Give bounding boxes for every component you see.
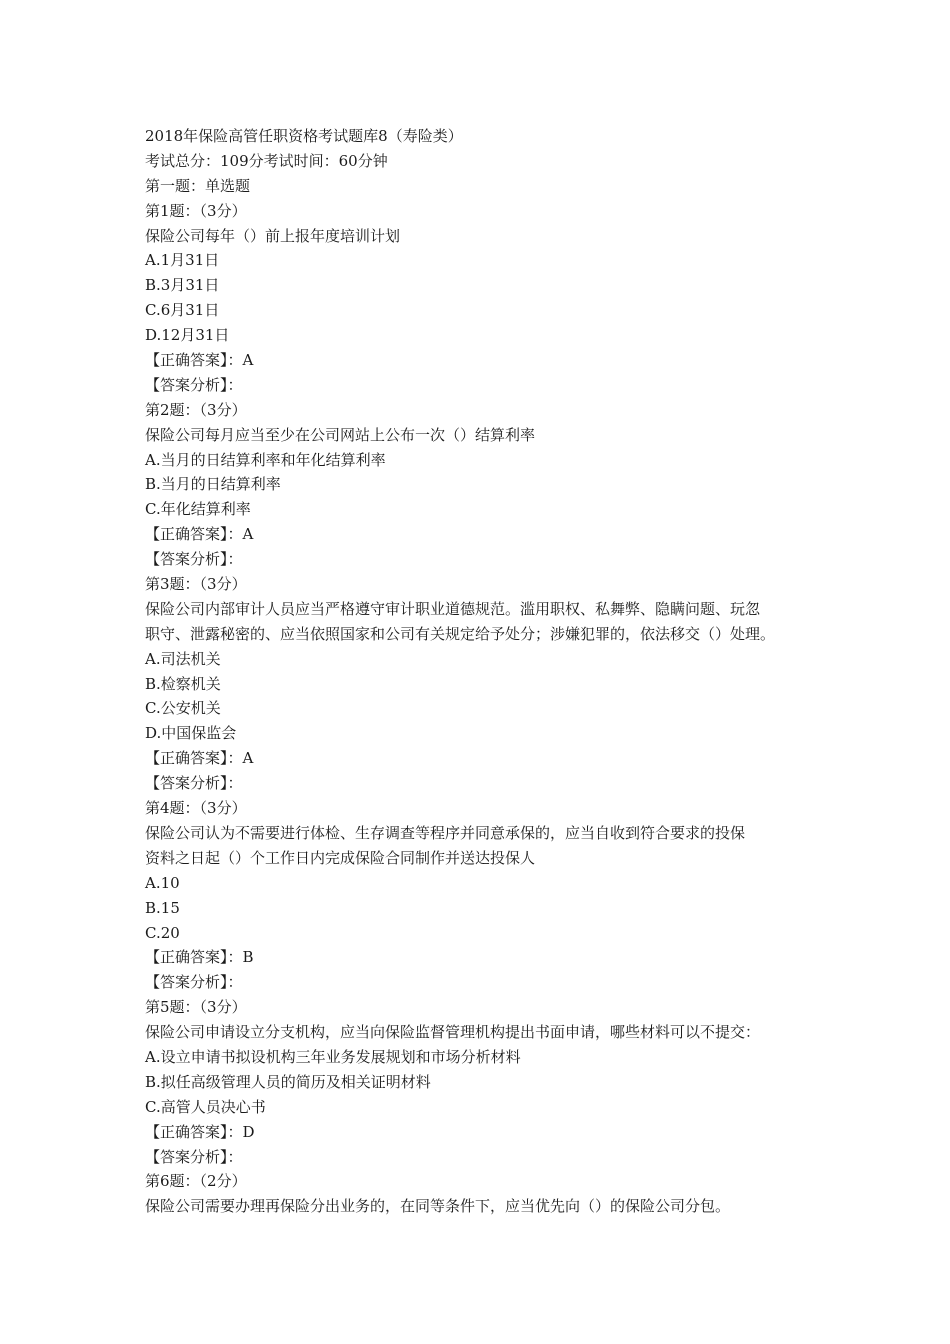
question-header: 第1题：（3分） — [145, 201, 247, 220]
exam-info: 考试总分：109分考试时间：60分钟 — [145, 151, 388, 170]
answer-option: D.中国保监会 — [145, 724, 237, 743]
answer-option: C.年化结算利率 — [145, 500, 251, 519]
question-block — [145, 995, 825, 1169]
question-stem: 保险公司申请设立分支机构，应当向保险监督管理机构提出书面申请，哪些材料可以不提交： — [145, 1023, 761, 1042]
answer-option: B.3月31日 — [145, 276, 220, 295]
question-header: 第6题：（2分） — [145, 1172, 247, 1191]
answer-option: C.20 — [145, 923, 180, 942]
answer-option: A.1月31日 — [145, 251, 220, 270]
question-block — [145, 796, 825, 995]
correct-answer: 【正确答案】：A — [145, 351, 254, 370]
answer-option: B.检察机关 — [145, 674, 221, 693]
question-block — [145, 572, 825, 796]
question-header: 第2题：（3分） — [145, 400, 247, 419]
question-stem: 保险公司需要办理再保险分出业务的，在同等条件下，应当优先向（）的保险公司分包。 — [145, 1197, 731, 1216]
question-stem: 职守、泄露秘密的、应当依照国家和公司有关规定给予处分；涉嫌犯罪的，依法移交（）处理。 — [145, 624, 776, 643]
question-stem: 保险公司每月应当至少在公司网站上公布一次（）结算利率 — [145, 425, 536, 444]
question-header: 第3题：（3分） — [145, 575, 247, 594]
document-title: 2018年保险高管任职资格考试题库8（寿险类） — [145, 127, 463, 145]
answer-option: A.当月的日结算利率和年化结算利率 — [145, 450, 386, 469]
answer-option: A.司法机关 — [145, 649, 221, 668]
answer-option: A.10 — [145, 873, 180, 892]
answer-option: D.12月31日 — [145, 326, 230, 345]
question-block — [145, 199, 825, 398]
correct-answer: 【正确答案】：D — [145, 1122, 255, 1141]
question-header: 第4题：（3分） — [145, 799, 247, 818]
answer-option: B.当月的日结算利率 — [145, 475, 281, 494]
answer-analysis: 【答案分析】： — [145, 1147, 243, 1166]
question-stem: 保险公司内部审计人员应当严格遵守审计职业道德规范。滥用职权、私舞弊、隐瞒问题、玩忽 — [145, 599, 761, 618]
answer-analysis: 【答案分析】： — [145, 550, 243, 569]
answer-analysis: 【答案分析】： — [145, 774, 243, 793]
correct-answer: 【正确答案】：A — [145, 525, 254, 544]
question-header: 第5题：（3分） — [145, 998, 247, 1017]
question-stem: 保险公司认为不需要进行体检、生存调查等程序并同意承保的，应当自收到符合要求的投保 — [145, 823, 746, 842]
question-block — [145, 398, 825, 572]
answer-option: C.公安机关 — [145, 699, 221, 718]
answer-option: A.设立申请书拟设机构三年业务发展规划和市场分析材料 — [145, 1047, 521, 1066]
section-heading: 第一题：单选题 — [145, 176, 251, 195]
document-page — [145, 124, 825, 1219]
answer-option: C.高管人员决心书 — [145, 1097, 266, 1116]
question-stem: 保险公司每年（）前上报年度培训计划 — [145, 226, 401, 245]
question-list — [145, 199, 825, 1220]
correct-answer: 【正确答案】：B — [145, 948, 254, 967]
answer-analysis: 【答案分析】： — [145, 973, 243, 992]
correct-answer: 【正确答案】：A — [145, 749, 254, 768]
answer-option: B.15 — [145, 898, 180, 917]
question-block — [145, 1169, 825, 1219]
answer-option: B.拟任高级管理人员的简历及相关证明材料 — [145, 1072, 431, 1091]
answer-analysis: 【答案分析】： — [145, 375, 243, 394]
question-stem: 资料之日起（）个工作日内完成保险合同制作并送达投保人 — [145, 848, 536, 867]
answer-option: C.6月31日 — [145, 301, 220, 320]
